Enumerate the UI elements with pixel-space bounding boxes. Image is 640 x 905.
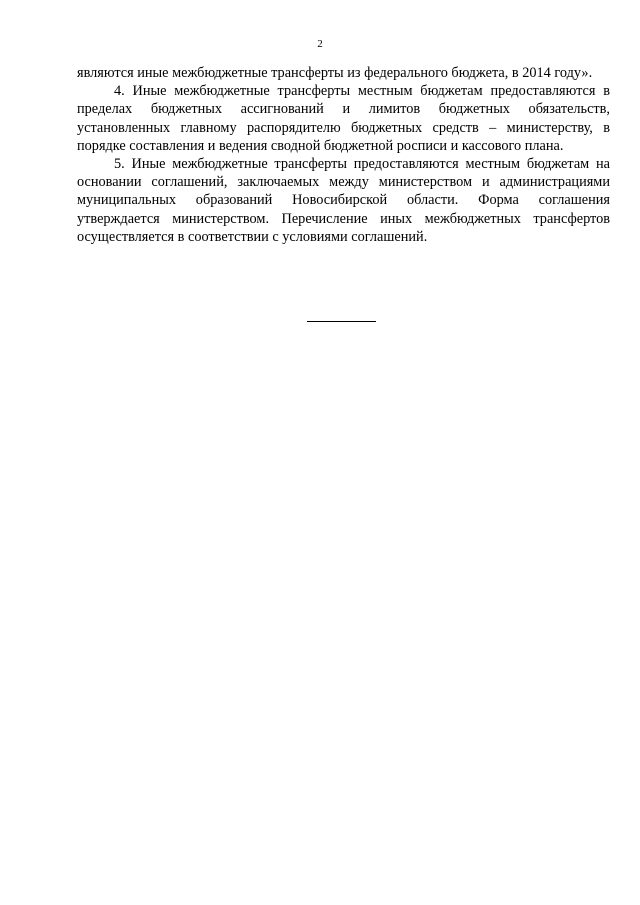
text-line: в пределах бюджетных ассигнований и лимитов бюджетных обязательств, bbox=[77, 83, 610, 118]
text-line: 4. Иные межбюджетные трансферты местным бюджетам предоставляются bbox=[114, 83, 596, 100]
text-line: 5. Иные межбюджетные трансферты предоставляются местным бюджетам bbox=[114, 156, 590, 173]
text-line: администрациями муниципальных образований Новосибирской области. Форма bbox=[77, 174, 610, 209]
closing-rule bbox=[307, 321, 376, 322]
paragraph-continuation bbox=[77, 64, 610, 82]
text-line: в порядке составления и ведения сводной бюджетной росписи и кассового плана. bbox=[77, 119, 610, 154]
text-line: трансфертов осуществляется в соответствии с условиями соглашений. bbox=[77, 210, 610, 245]
text-line: являются иные межбюджетные трансферты из федерального бюджета, bbox=[77, 65, 509, 81]
text-line: соглашения утверждается министерством. Перечисление иных межбюджетных bbox=[77, 192, 610, 227]
paragraph-5 bbox=[77, 155, 610, 246]
text-line: в 2014 году». bbox=[511, 65, 593, 81]
paragraph-4 bbox=[77, 82, 610, 155]
page-number: 2 bbox=[317, 38, 323, 50]
document-body bbox=[77, 64, 610, 246]
text-line: на основании соглашений, заключаемых между министерством и bbox=[77, 156, 610, 191]
text-line: установленных главному распорядителю бюджетных средств – министерству, bbox=[77, 119, 593, 136]
